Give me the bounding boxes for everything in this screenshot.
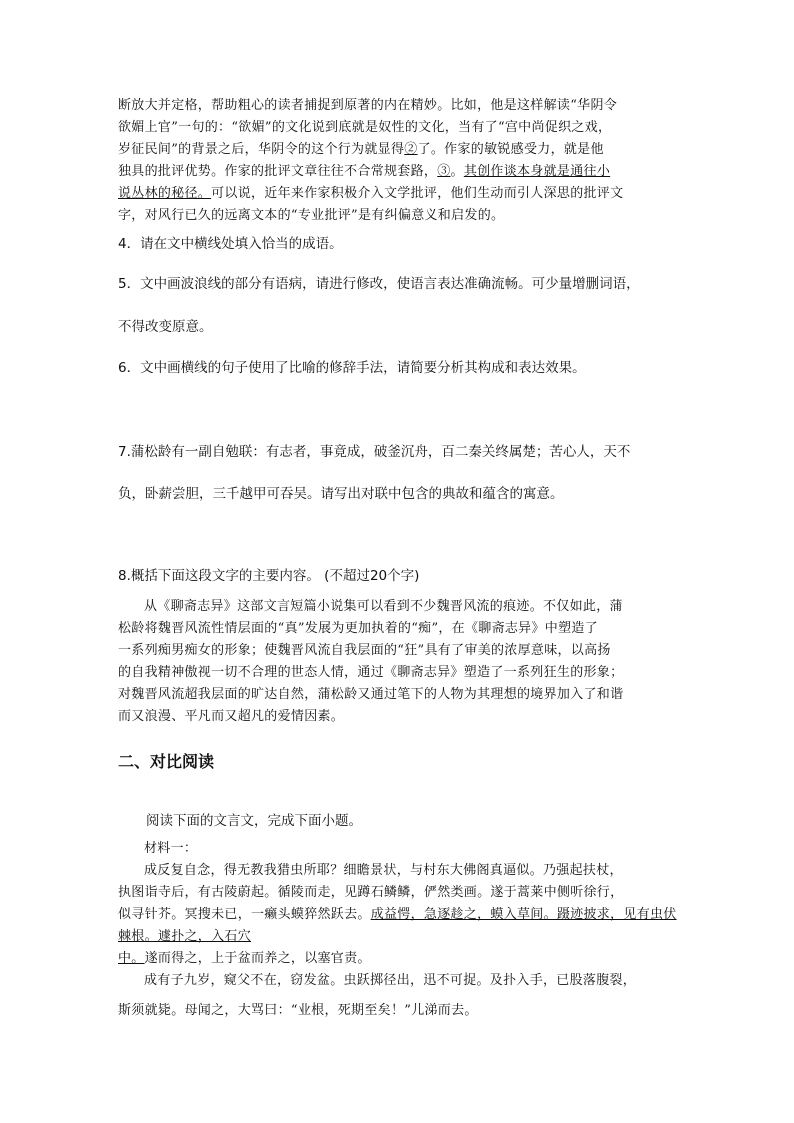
passage-line: 断放大并定格，帮助粗心的读者捕捉到原著的内在精妙。比如，他是这样解读“华阴令 [118,98,618,113]
underlined-metaphor-sentence-end: 说丛林的秘径。 [118,186,212,201]
passage-line: 执图诣寺后，有古陵蔚起。循陵而走，见蹲石鳞鳞，俨然类画。遂于蒿莱中侧听徐行， [118,885,624,900]
passage-line [118,139,680,161]
blank-3: ③ [437,164,451,179]
question-4: 4．请在文中横线处填入恰当的成语。 [118,236,343,252]
passage-line [118,948,680,970]
passage-text: 。 [450,164,464,179]
passage-text: 遂而得之，上于盆而养之，以塞官责。 [144,951,371,966]
underlined-sentence: 成益愕，急逐趁之，蟆入草间。蹑迹披求，见有虫伏棘根。遽扑之，入石穴 [118,907,677,944]
question-7-line2: 负，卧薪尝胆，三千越甲可吞吴。请写出对联中包含的典故和蕴含的寓意。 [118,486,564,502]
passage-text: 岁征民间”的背景之后，华阴令的这个行为就显得 [118,142,405,157]
question-8: 8.概括下面这段文字的主要内容。 (不超过20个字) [118,568,420,584]
passage-line: 而又浪漫、平凡而又超凡的爱情因素。 [118,709,345,724]
underlined-metaphor-sentence: 其创作谈本身就是通往小 [463,164,611,179]
passage-line [118,904,680,948]
passage-line: 对魏晋风流超我层面的旷达自然，蒲松龄又通过笔下的人物为其理想的境界加入了和谐 [118,687,624,702]
passage-text: 似寻针芥。冥搜未已，一癞头蟆猝然跃去。 [118,907,371,922]
passage-text: 独具的批评优势。作家的批评文章往往不合常规套路， [118,164,438,179]
passage-paragraph [118,95,680,227]
underlined-sentence-end: 中。 [118,951,145,966]
section-heading: 二、对比阅读 [118,752,215,771]
passage-line [118,183,680,205]
passage-text: 了。作家的敏锐感受力，就是他 [417,142,604,157]
passage-text: 可以说，近年来作家积极介入文学批评，他们生动而引人深思的批评文 [211,186,624,201]
passage-line: 的自我精神傲视一切不合理的世态人情，通过《聊斋志异》塑造了一系列狂生的形象； [118,665,624,680]
question-6: 6．文中画横线的句子使用了比喻的修辞手法，请简要分析其构成和表达效果。 [118,360,586,376]
section-intro: 阅读下面的文言文，完成下面小题。 [146,813,362,829]
material-1 [118,838,680,1022]
passage-line: 斯须就毙。母闻之，大骂曰：“业根，死期至矣！”儿涕而去。 [118,1003,478,1018]
passage-line: 欲媚上官”一句的：“欲媚”的文化说到底就是奴性的文化，当有了“宫中尚促织之戏， [118,120,612,135]
question-7-line1: 7.蒲松龄有一副自勉联：有志者，事竟成，破釜沉舟，百二秦关终属楚；苦心人，天不 [118,444,631,460]
passage-line: 松龄将魏晋风流性情层面的“真”发展为更加执着的“痴”，在《聊斋志异》中塑造了 [118,621,598,636]
passage-line: 成反复自念，得无教我猎虫所耶？细瞻景状，与村东大佛阁真逼似。乃强起扶杖， [144,863,623,878]
material-label: 材料一： [144,841,198,856]
passage-line: 字，对风行已久的远离文本的“专业批评”是有纠偏意义和启发的。 [118,208,505,223]
blank-2: ② [404,142,418,157]
question-5-line1: 5．文中画波浪线的部分有语病，请进行修改，使语言表达准确流畅。可少量增删词语， [118,276,640,292]
question-5-line2: 不得改变原意。 [118,319,213,335]
question-8-passage [118,596,680,728]
passage-line [118,161,680,183]
passage-line: 一系列痴男痴女的形象；使魏晋风流自我层面的“狂”具有了审美的浓厚意味，以高扬 [118,643,611,658]
passage-line: 从《聊斋志异》这部文言短篇小说集可以看到不少魏晋风流的痕迹。不仅如此，蒲 [144,599,623,614]
passage-line: 成有子九岁，窥父不在，窃发盆。虫跃掷径出，迅不可捉。及扑入手，已股落腹裂， [144,973,637,988]
